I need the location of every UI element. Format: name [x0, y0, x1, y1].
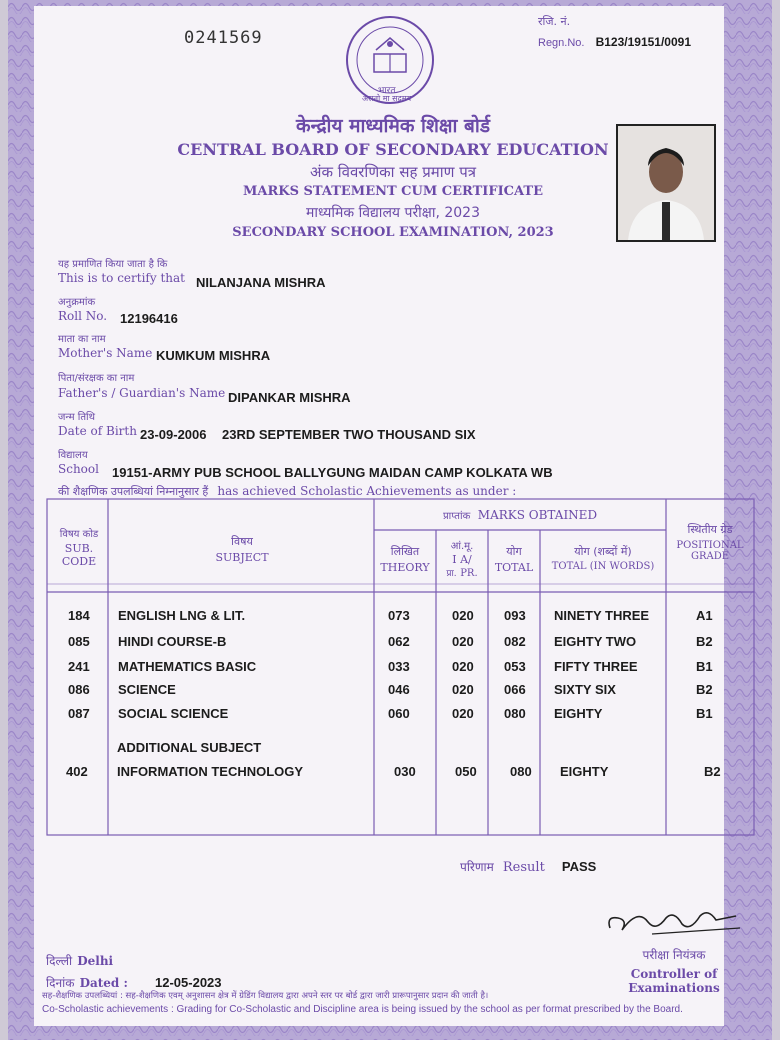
table-row: [48, 659, 754, 677]
exam-name: SECONDARY SCHOOL EXAMINATION, 2023: [232, 225, 554, 240]
dob-words: 23RD SEPTEMBER TWO THOUSAND SIX: [222, 427, 476, 442]
student-photo: [616, 124, 716, 242]
regn-label: Regn.No.: [538, 37, 585, 49]
th-marks: [374, 508, 666, 522]
cell-total: 053: [504, 659, 526, 674]
th-theory: [374, 544, 436, 574]
th-pr-hindi: प्रा.: [446, 569, 457, 579]
place-label: Delhi: [77, 954, 114, 968]
cell-code: 402: [66, 764, 88, 779]
cell-subject: MATHEMATICS BASIC: [118, 659, 257, 674]
cell-words: NINETY THREE: [554, 608, 650, 623]
cell-grade: B2: [696, 682, 713, 697]
th-subject: [110, 534, 374, 564]
th-ia: [436, 538, 488, 579]
cell-grade: B1: [696, 659, 713, 674]
result-line: [460, 856, 596, 875]
cell-words: FIFTY THREE: [554, 659, 638, 674]
th-grade-label: POSITIONAL GRADE: [676, 540, 744, 562]
doc-title: MARKS STATEMENT CUM CERTIFICATE: [243, 184, 543, 199]
regn-label-hindi: रजि. नं.: [538, 15, 571, 28]
footer-date: [46, 972, 222, 991]
mother-name: KUMKUM MISHRA: [156, 348, 271, 363]
cell-subject: SOCIAL SCIENCE: [118, 706, 229, 721]
cell-theory: 030: [394, 764, 416, 779]
cell-grade: B2: [704, 764, 721, 779]
roll-hindi: अनुक्रमांक: [58, 297, 96, 308]
title-block: [170, 112, 616, 240]
table-row: [48, 634, 754, 652]
th-grade-hindi: स्थितीय ग्रेड: [687, 523, 733, 536]
footer-place: [46, 950, 113, 969]
cell-grade: B2: [696, 634, 713, 649]
cell-total: 080: [504, 706, 526, 721]
cell-total: 080: [510, 764, 532, 779]
father-name: DIPANKAR MISHRA: [228, 390, 351, 405]
certify-label: This is to certify that: [58, 271, 185, 285]
controller-label: Controller of Examinations: [628, 967, 720, 995]
th-ia-hindi: आं.मू.: [450, 541, 474, 552]
emblem-caption: भारत: [378, 86, 396, 96]
table-row: [48, 682, 754, 700]
cell-grade: A1: [696, 608, 713, 623]
mother-hindi: माता का नाम: [58, 334, 106, 345]
mother-label: Mother's Name: [58, 346, 153, 360]
th-total: [488, 544, 540, 574]
result-label-hindi: परिणाम: [460, 860, 494, 874]
controller-block: [586, 946, 762, 995]
cell-total: 093: [504, 608, 526, 623]
cell-subject: INFORMATION TECHNOLOGY: [117, 764, 304, 779]
cell-total: 082: [504, 634, 526, 649]
cell-subject: SCIENCE: [118, 682, 176, 697]
achievement-line: [58, 480, 516, 499]
cell-ia: 020: [452, 659, 474, 674]
cell-code: 184: [68, 608, 90, 623]
cell-theory: 046: [388, 682, 410, 697]
regn-block: [538, 14, 691, 50]
th-code: [48, 526, 110, 568]
dob-value: 23-09-2006: [140, 427, 207, 442]
cell-theory: 073: [388, 608, 410, 623]
cell-total: 066: [504, 682, 526, 697]
cell-ia: 020: [452, 682, 474, 697]
cell-ia: 020: [452, 634, 474, 649]
emblem-motto: असतो मा सद्गमय: [362, 94, 412, 103]
th-pr-label: PR.: [460, 568, 478, 579]
dob-label: Date of Birth: [58, 424, 137, 438]
cell-code: 241: [68, 659, 90, 674]
cell-ia: 050: [455, 764, 477, 779]
result-label: Result: [502, 860, 545, 875]
cell-words: EIGHTY TWO: [554, 634, 637, 649]
roll-number: 12196416: [120, 311, 178, 326]
cell-words: EIGHTY: [554, 706, 603, 721]
cell-theory: 062: [388, 634, 410, 649]
additional-subject-label: ADDITIONAL SUBJECT: [117, 740, 262, 755]
th-code-hindi: विषय कोड: [59, 529, 99, 540]
controller-signature: [604, 898, 744, 940]
cell-theory: 060: [388, 706, 410, 721]
doc-title-hindi: अंक विवरणिका सह प्रमाण पत्र: [309, 163, 477, 181]
dob-hindi: जन्म तिथि: [58, 412, 96, 423]
serial-number: 0241569: [184, 28, 263, 48]
issue-date: 12-05-2023: [155, 975, 222, 990]
board-name: CENTRAL BOARD OF SECONDARY EDUCATION: [177, 140, 609, 159]
cell-ia: 020: [452, 706, 474, 721]
th-theory-hindi: लिखित: [390, 545, 420, 558]
regn-number: B123/19151/0091: [595, 35, 691, 49]
cell-words: SIXTY SIX: [554, 682, 616, 697]
table-row: [48, 764, 754, 782]
dated-hindi: दिनांक: [46, 976, 75, 990]
co-scholastic-note: Co-Scholastic achievements : Grading for Co-Scholastic and Discipline area is being issued by the school as per format prescribed by the Board.: [42, 1004, 683, 1015]
cell-code: 086: [68, 682, 90, 697]
exam-hindi: माध्यमिक विद्यालय परीक्षा, 2023: [306, 205, 480, 221]
co-scholastic-note-hindi: सह-शैक्षणिक उपलब्धियां : सह-शैक्षणिक एवम् अनुशासन क्षेत्र में ग्रेडिंग विद्यालय द्वारा अपने स्तर पर बोर्ड द्वारा जारी प्रारूपानुसार प्रदान की जाती है।: [42, 991, 489, 1001]
school-hindi: विद्यालय: [58, 450, 88, 461]
board-name-hindi: केन्द्रीय माध्यमिक शिक्षा बोर्ड: [296, 115, 490, 137]
school-name: 19151-ARMY PUB SCHOOL BALLYGUNG MAIDAN CAMP KOLKATA WB: [112, 465, 553, 480]
dated-label: Dated :: [79, 976, 128, 990]
certify-hindi: यह प्रमाणित किया जाता है कि: [58, 259, 168, 270]
student-photo-figure: [618, 126, 714, 240]
cell-code: 085: [68, 634, 90, 649]
th-subject-hindi: विषय: [231, 535, 253, 548]
achieve-label: has achieved Scholastic Achievements as under :: [217, 484, 517, 498]
controller-hindi: परीक्षा नियंत्रक: [642, 948, 706, 962]
th-total-label: TOTAL: [494, 561, 534, 574]
th-subject-label: SUBJECT: [215, 551, 269, 564]
th-code-label: SUB. CODE: [61, 542, 97, 568]
result-value: PASS: [561, 859, 597, 874]
table-row: [48, 706, 754, 724]
cell-theory: 033: [388, 659, 410, 674]
th-ia-label: I A/: [452, 553, 472, 566]
cell-words: EIGHTY: [560, 764, 609, 779]
th-words: [540, 544, 666, 572]
cell-grade: B1: [696, 706, 713, 721]
th-grade: [666, 522, 754, 562]
school-label: School: [58, 462, 99, 476]
th-total-hindi: योग: [506, 545, 522, 558]
th-words-label: TOTAL (IN WORDS): [551, 561, 655, 572]
student-name: NILANJANA MISHRA: [196, 275, 326, 290]
cell-subject: HINDI COURSE-B: [118, 634, 227, 649]
cell-code: 087: [68, 706, 90, 721]
table-row: [48, 608, 754, 626]
cell-subject: ENGLISH LNG & LIT.: [118, 608, 246, 623]
place-hindi: दिल्ली: [46, 954, 73, 968]
cell-ia: 020: [452, 608, 474, 623]
achieve-hindi: की शैक्षणिक उपलब्धियां निम्नानुसार हैं: [58, 485, 209, 498]
th-words-hindi: योग (शब्दों में): [574, 545, 632, 558]
th-theory-label: THEORY: [380, 561, 430, 574]
father-label: Father's / Guardian's Name: [58, 386, 226, 400]
th-marks-hindi: प्राप्तांक: [442, 511, 471, 522]
roll-label: Roll No.: [58, 309, 108, 323]
father-hindi: पिता/संरक्षक का नाम: [58, 373, 135, 384]
th-marks-label: MARKS OBTAINED: [477, 508, 598, 522]
